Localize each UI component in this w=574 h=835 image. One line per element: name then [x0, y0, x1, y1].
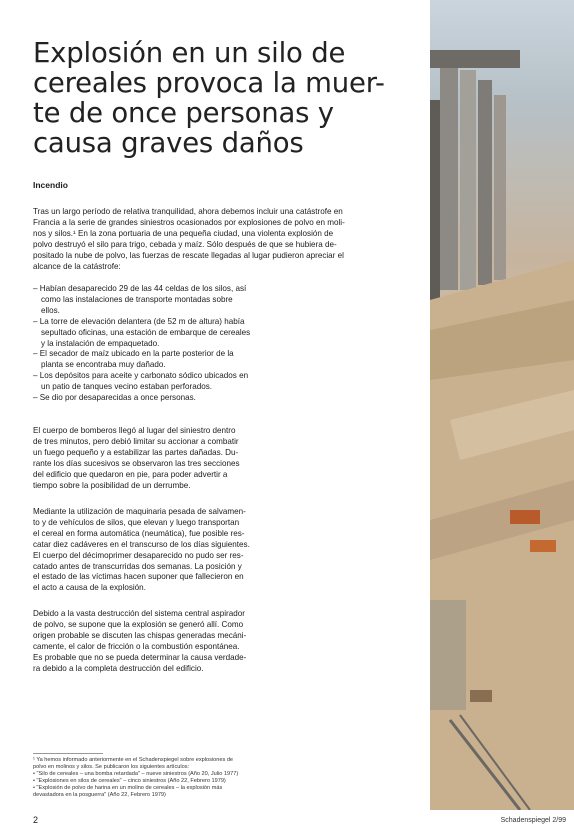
footnote-line: • "Silo de cereales – una bomba retardada" – nueve siniestros (Año 20, Julio 1977)	[33, 770, 239, 777]
text-line: Mediante la utilización de maquinaria pesada de salvamen-	[33, 507, 246, 516]
text-line: Tras un largo período de relativa tranquilidad, ahora debemos incluir una catástrofe en	[33, 207, 343, 216]
text-line: nos y silos.¹ En la zona portuaria de una pequeña ciudad, una violenta explosión de	[33, 228, 334, 238]
text-line: – Se dio por desaparecidas a once personas.	[33, 393, 196, 403]
text-line: sepultado oficinas, una estación de embarque de cereales	[41, 327, 251, 337]
paragraph-firefighters	[33, 426, 303, 491]
text-line: el acto a causa de la explosión.	[33, 583, 146, 593]
text-line: alcance de la catástrofe:	[33, 261, 121, 271]
text-line: – Habían desaparecido 29 de las 44 celdas de los silos, así	[33, 284, 247, 293]
text-line: de polvo, se supone que la explosión se generó allí. Como	[33, 619, 244, 629]
text-line: y la instalación de empaquetado.	[41, 338, 160, 348]
footnote-line: • "Explosión de polvo de harina en un molino de cereales – la explosión más	[33, 784, 223, 791]
text-line: origen probable se discuten las chispas generadas mecáni-	[33, 630, 247, 640]
list-item	[33, 393, 293, 404]
list-item	[33, 371, 293, 393]
title-line: te de once personas y	[33, 97, 334, 129]
article-title	[33, 38, 413, 158]
paragraph-rescue	[33, 507, 303, 594]
photo-silo-ruins	[430, 0, 574, 810]
list-item	[33, 317, 293, 350]
text-line: tiempo sobre la posibilidad de un derrumbe.	[33, 480, 191, 490]
page-number: 2	[33, 815, 39, 825]
footnote-line: devastadora en la posguerra" (Año 22, Febrero 1979)	[33, 791, 166, 798]
footnote-line: polvo en molinos y silos. Se publicaron los siguientes artículos:	[33, 763, 190, 770]
text-line: rante los días sucesivos se observaron las tres secciones	[33, 458, 240, 468]
footnote	[33, 757, 303, 798]
list-item	[33, 284, 293, 317]
footnote-divider	[33, 753, 103, 754]
text-line: del edificio que quedaron en pie, para poder advertir a	[33, 469, 228, 479]
text-line: El cuerpo del décimoprimer desaparecido no pudo ser res-	[33, 550, 244, 560]
text-line: un patio de tanques vecino estaban perforados.	[41, 382, 212, 392]
text-line: como las instalaciones de transporte montadas sobre	[41, 294, 233, 304]
text-line: – Los depósitos para aceite y carbonato sódico ubicados en	[33, 371, 249, 381]
text-line: camente, el calor de fricción o la combustión espontánea.	[33, 641, 240, 651]
text-line: Debido a la vasta destrucción del sistema central aspirador	[33, 609, 245, 618]
title-line: cereales provoca la muer-	[33, 67, 385, 99]
damage-list	[33, 284, 293, 404]
text-line: ra debido a la completa destrucción del edificio.	[33, 663, 204, 673]
text-line: Es probable que no se pueda determinar la causa verdade-	[33, 652, 247, 662]
photo-silo-ruins-icon	[430, 0, 574, 810]
paragraph-cause	[33, 609, 303, 674]
text-line: – La torre de elevación delantera (de 52 m de altura) había	[33, 316, 245, 326]
text-line: positado la nube de polvo, las fuerzas de rescate llegadas al lugar pudieron apreciar el	[33, 250, 344, 260]
text-line: to y de vehículos de silos, que elevan y luego transportan	[33, 517, 240, 527]
text-line: de tres minutos, pero debió limitar su accionar a combatir	[33, 436, 239, 446]
list-item	[33, 349, 293, 371]
text-line: ellos.	[41, 305, 60, 315]
text-line: El cuerpo de bomberos llegó al lugar del siniestro dentro	[33, 426, 236, 435]
text-line: polvo destruyó el silo para trigo, cebada y maíz. Sólo después de que se hubiera de-	[33, 239, 337, 249]
article-kicker: Incendio	[33, 180, 68, 190]
article-intro	[33, 207, 411, 272]
text-line: el cereal en forma automática (neumática), fue posible res-	[33, 528, 245, 538]
text-line: catado antes de transcurridas dos semanas. La posición y	[33, 561, 242, 571]
text-line: un fuego pequeño y a estabilizar las partes dañadas. Du-	[33, 447, 239, 457]
text-line: planta se encontraba muy dañado.	[41, 360, 166, 370]
title-line: Explosión en un silo de	[33, 37, 346, 69]
running-title: Schadenspiegel 2/99	[500, 817, 566, 824]
footnote-line: • "Explosiones en silos de cereales" – cinco siniestros (Año 22, Febrero 1979)	[33, 777, 226, 784]
title-line: causa graves daños	[33, 127, 304, 159]
text-line: el estado de las víctimas hacen suponer que fallecieron en	[33, 572, 244, 582]
text-line: – El secador de maíz ubicado en la parte posterior de la	[33, 349, 234, 359]
text-line: catar diez cadáveres en el transcurso de los días siguientes.	[33, 539, 250, 549]
footnote-line: ¹ Ya hemos informado anteriormente en el Schadenspiegel sobre explosiones de	[33, 757, 234, 763]
text-line: Francia a la serie de grandes siniestros ocasionados por explosiones de polvo en moli-	[33, 217, 345, 227]
